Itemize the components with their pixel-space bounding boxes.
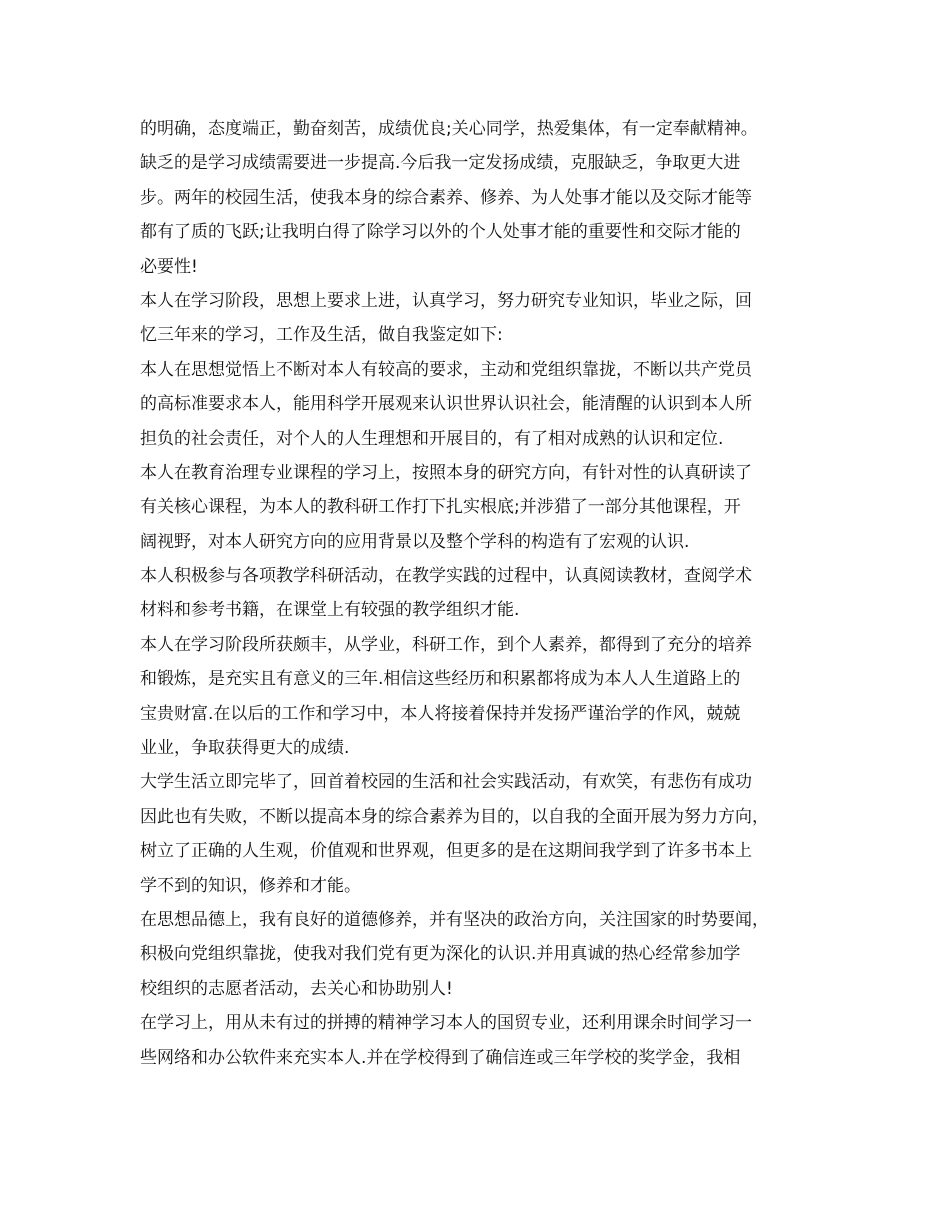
text-line: 缺乏的是学习成绩需要进一步提高.今后我一定发扬成绩，克服缺乏，争取更大进 [140, 153, 741, 174]
text-line: 学不到的知识，修养和才能。 [140, 875, 361, 896]
text-line: 些网络和办公软件来充实本人.并在学校得到了确信连或三年学校的奖学金，我相 [140, 1047, 741, 1068]
text-line: 都有了质的飞跃;让我明白得了除学习以外的个人处事才能的重要性和交际才能的 [140, 222, 741, 243]
text-line: 校组织的志愿者活动，去关心和协助别人! [140, 978, 453, 999]
document-body [140, 112, 820, 1075]
text-line: 在思想品德上，我有良好的道德修养，并有坚决的政治方向，关注国家的时势要闻， [140, 909, 769, 930]
text-line: 本人在学习阶段所获颇丰，从学业，科研工作，到个人素养，都得到了充分的培养 [140, 634, 752, 655]
text-line: 和锻炼，是充实且有意义的三年.相信这些经历和积累都将成为本人人生道路上的 [140, 669, 741, 690]
text-line: 业业，争取获得更大的成绩. [140, 738, 350, 759]
text-line: 必要性! [140, 256, 198, 277]
text-line: 忆三年来的学习，工作及生活，做自我鉴定如下: [140, 325, 503, 346]
text-line: 树立了正确的人生观，价值观和世界观，但更多的是在这期间我学到了许多书本上 [140, 841, 752, 862]
text-line: 本人在思想觉悟上不断对本人有较高的要求，主动和党组织靠拢，不断以共产党员 [140, 359, 752, 380]
text-line: 的高标准要求本人，能用科学开展观来认识世界认识社会，能清醒的认识到本人所 [140, 394, 752, 415]
text-line: 的明确，态度端正，勤奋刻苦，成绩优良;关心同学，热爱集体，有一定奉献精神。 [140, 119, 758, 139]
text-line: 步。两年的校园生活，使我本身的综合素养、修养、为人处事才能以及交际才能等 [140, 187, 752, 208]
text-line: 大学生活立即完毕了，回首着校园的生活和社会实践活动，有欢笑，有悲伤有成功 [140, 772, 752, 793]
text-line: 因此也有失败，不断以提高本身的综合素养为目的，以自我的全面开展为努力方向， [140, 806, 769, 827]
text-line: 本人在学习阶段，思想上要求上进，认真学习，努力研究专业知识，毕业之际，回 [140, 290, 752, 311]
text-line: 材料和参考书籍，在课堂上有较强的教学组织才能. [140, 600, 520, 621]
text-line: 积极向党组织靠拢，使我对我们党有更为深化的认识.并用真诚的热心经常参加学 [140, 944, 741, 965]
text-line: 担负的社会责任，对个人的人生理想和开展目的，有了相对成熟的认识和定位. [140, 428, 724, 449]
text-line: 在学习上，用从未有过的拼搏的精神学习本人的国贸专业，还利用课余时间学习一 [140, 1013, 752, 1034]
text-line: 本人积极参与各项教学科研活动，在教学实践的过程中，认真阅读教材，查阅学术 [140, 566, 752, 587]
text-line: 本人在教育治理专业课程的学习上，按照本身的研究方向，有针对性的认真研读了 [140, 462, 752, 483]
text-line: 有关核心课程，为本人的教科研工作打下扎实根底;并涉猎了一部分其他课程，开 [140, 497, 741, 518]
text-line: 宝贵财富.在以后的工作和学习中，本人将接着保持并发扬严谨治学的作风，兢兢 [140, 703, 741, 724]
text-line: 阔视野，对本人研究方向的应用背景以及整个学科的构造有了宏观的认识. [140, 531, 690, 552]
